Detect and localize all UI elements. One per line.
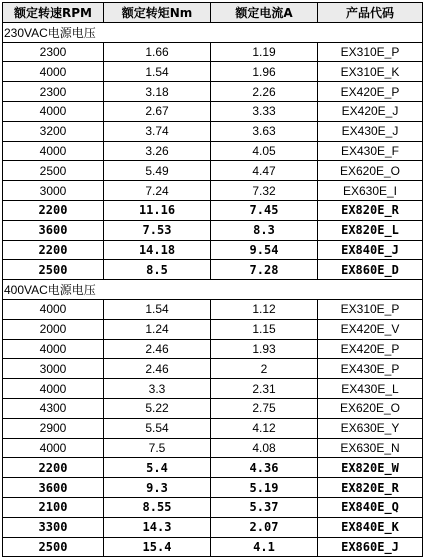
product-code-cell: EX860E_J (318, 537, 423, 557)
rated-speed-cell: 4000 (3, 299, 104, 319)
rated-current-cell: 8.3 (211, 220, 318, 240)
rated-torque-cell: 2.46 (104, 339, 211, 359)
rated-current-cell: 2.31 (211, 379, 318, 399)
rated-speed-cell: 2200 (3, 200, 104, 220)
product-code-cell: EX860E_D (318, 260, 423, 280)
product-code-cell: EX840E_J (318, 240, 423, 260)
rated-torque-cell: 11.16 (104, 200, 211, 220)
rated-speed-cell: 4300 (3, 398, 104, 418)
rated-torque-cell: 14.18 (104, 240, 211, 260)
rated-torque-cell: 5.4 (104, 458, 211, 478)
product-code-cell: EX840E_K (318, 517, 423, 537)
section-title: 230VAC电源电压 (3, 22, 423, 42)
product-code-cell: EX620E_O (318, 398, 423, 418)
rated-current-cell: 1.96 (211, 62, 318, 82)
rated-speed-cell: 4000 (3, 101, 104, 121)
rated-speed-cell: 3600 (3, 220, 104, 240)
table-row (3, 181, 423, 201)
product-code-cell: EX620E_O (318, 161, 423, 181)
product-code-cell: EX820E_R (318, 200, 423, 220)
table-row (3, 121, 423, 141)
rated-speed-cell: 2900 (3, 418, 104, 438)
rated-torque-cell: 2.46 (104, 359, 211, 379)
section-header-row (3, 22, 423, 42)
rated-torque-cell: 1.24 (104, 319, 211, 339)
table-row (3, 458, 423, 478)
product-code-cell: EX840E_Q (318, 497, 423, 517)
rated-speed-cell: 3200 (3, 121, 104, 141)
rated-current-cell: 4.05 (211, 141, 318, 161)
rated-speed-cell: 2500 (3, 537, 104, 557)
table-row (3, 42, 423, 62)
rated-torque-cell: 7.24 (104, 181, 211, 201)
header-product-code: 产品代码 (318, 3, 423, 23)
header-rated-torque: 额定转矩Nm (104, 3, 211, 23)
table-row (3, 339, 423, 359)
table-row (3, 319, 423, 339)
table-row (3, 62, 423, 82)
rated-torque-cell: 2.67 (104, 101, 211, 121)
rated-speed-cell: 4000 (3, 62, 104, 82)
rated-speed-cell: 4000 (3, 141, 104, 161)
rated-current-cell: 9.54 (211, 240, 318, 260)
rated-current-cell: 4.12 (211, 418, 318, 438)
rated-speed-cell: 2500 (3, 260, 104, 280)
product-code-cell: EX630E_Y (318, 418, 423, 438)
rated-current-cell: 4.36 (211, 458, 318, 478)
rated-speed-cell: 3000 (3, 359, 104, 379)
product-code-cell: EX820E_L (318, 220, 423, 240)
table-row (3, 141, 423, 161)
rated-current-cell: 4.47 (211, 161, 318, 181)
table-row (3, 398, 423, 418)
rated-current-cell: 2.26 (211, 82, 318, 102)
rated-current-cell: 5.19 (211, 478, 318, 498)
header-rated-current: 额定电流A (211, 3, 318, 23)
product-code-cell: EX430E_L (318, 379, 423, 399)
rated-current-cell: 3.33 (211, 101, 318, 121)
table-row (3, 359, 423, 379)
rated-torque-cell: 9.3 (104, 478, 211, 498)
product-code-cell: EX820E_W (318, 458, 423, 478)
rated-speed-cell: 2500 (3, 161, 104, 181)
product-code-cell: EX420E_J (318, 101, 423, 121)
table-row (3, 161, 423, 181)
rated-current-cell: 4.1 (211, 537, 318, 557)
rated-current-cell: 1.19 (211, 42, 318, 62)
motor-spec-table (2, 2, 423, 557)
rated-speed-cell: 2200 (3, 240, 104, 260)
product-code-cell: EX420E_V (318, 319, 423, 339)
rated-torque-cell: 8.55 (104, 497, 211, 517)
rated-torque-cell: 15.4 (104, 537, 211, 557)
rated-speed-cell: 4000 (3, 438, 104, 458)
table-row (3, 240, 423, 260)
product-code-cell: EX430E_J (318, 121, 423, 141)
rated-current-cell: 7.45 (211, 200, 318, 220)
rated-speed-cell: 2100 (3, 497, 104, 517)
section-title: 400VAC电源电压 (3, 280, 423, 300)
table-row (3, 101, 423, 121)
table-row (3, 497, 423, 517)
rated-torque-cell: 3.18 (104, 82, 211, 102)
table-row (3, 220, 423, 240)
product-code-cell: EX310E_P (318, 42, 423, 62)
table-row (3, 200, 423, 220)
header-rated-speed: 额定转速RPM (3, 3, 104, 23)
rated-speed-cell: 3000 (3, 181, 104, 201)
rated-current-cell: 7.28 (211, 260, 318, 280)
product-code-cell: EX310E_K (318, 62, 423, 82)
rated-torque-cell: 3.26 (104, 141, 211, 161)
rated-torque-cell: 3.3 (104, 379, 211, 399)
rated-torque-cell: 14.3 (104, 517, 211, 537)
rated-current-cell: 1.15 (211, 319, 318, 339)
rated-torque-cell: 1.54 (104, 299, 211, 319)
rated-torque-cell: 3.74 (104, 121, 211, 141)
product-code-cell: EX420E_P (318, 339, 423, 359)
rated-current-cell: 2.07 (211, 517, 318, 537)
rated-torque-cell: 5.54 (104, 418, 211, 438)
rated-current-cell: 2 (211, 359, 318, 379)
table-row (3, 418, 423, 438)
rated-current-cell: 2.75 (211, 398, 318, 418)
rated-torque-cell: 5.49 (104, 161, 211, 181)
rated-current-cell: 7.32 (211, 181, 318, 201)
rated-torque-cell: 7.5 (104, 438, 211, 458)
rated-torque-cell: 1.54 (104, 62, 211, 82)
rated-current-cell: 5.37 (211, 497, 318, 517)
rated-speed-cell: 2300 (3, 82, 104, 102)
product-code-cell: EX820E_R (318, 478, 423, 498)
product-code-cell: EX420E_P (318, 82, 423, 102)
table-row (3, 517, 423, 537)
rated-torque-cell: 5.22 (104, 398, 211, 418)
product-code-cell: EX630E_I (318, 181, 423, 201)
rated-torque-cell: 8.5 (104, 260, 211, 280)
rated-speed-cell: 3600 (3, 478, 104, 498)
table-row (3, 438, 423, 458)
product-code-cell: EX430E_F (318, 141, 423, 161)
rated-speed-cell: 2000 (3, 319, 104, 339)
table-row (3, 379, 423, 399)
rated-current-cell: 1.93 (211, 339, 318, 359)
section-header-row (3, 280, 423, 300)
rated-current-cell: 3.63 (211, 121, 318, 141)
table-body (3, 22, 423, 557)
table-row (3, 260, 423, 280)
rated-speed-cell: 3300 (3, 517, 104, 537)
table-row (3, 82, 423, 102)
rated-speed-cell: 2200 (3, 458, 104, 478)
product-code-cell: EX430E_P (318, 359, 423, 379)
table-row (3, 537, 423, 557)
table-row (3, 478, 423, 498)
rated-speed-cell: 2300 (3, 42, 104, 62)
rated-speed-cell: 4000 (3, 379, 104, 399)
rated-torque-cell: 1.66 (104, 42, 211, 62)
rated-current-cell: 1.12 (211, 299, 318, 319)
product-code-cell: EX630E_N (318, 438, 423, 458)
rated-torque-cell: 7.53 (104, 220, 211, 240)
table-row (3, 299, 423, 319)
rated-speed-cell: 4000 (3, 339, 104, 359)
header-row (3, 3, 423, 23)
product-code-cell: EX310E_P (318, 299, 423, 319)
rated-current-cell: 4.08 (211, 438, 318, 458)
